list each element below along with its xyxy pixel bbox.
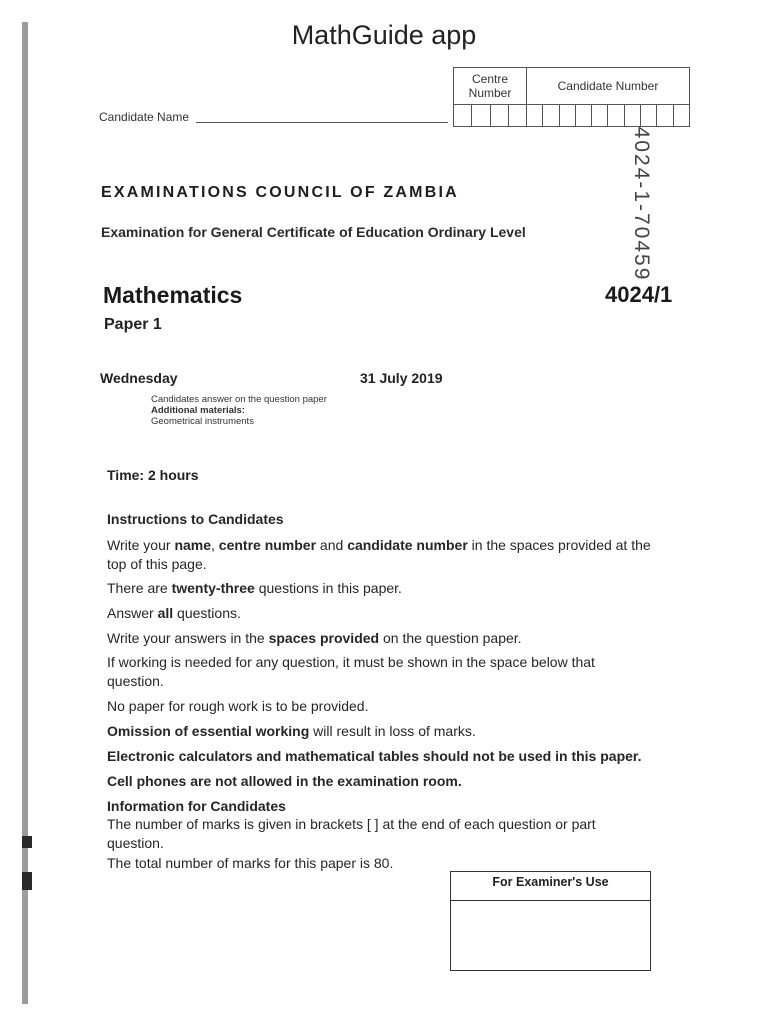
instruction-item: Omission of essential working will result in loss of marks. <box>107 723 476 739</box>
scan-mark <box>22 872 32 890</box>
information-item: The total number of marks for this paper is 80. <box>107 855 394 871</box>
centre-number-box[interactable] <box>472 105 490 127</box>
instruction-item: Cell phones are not allowed in the examination room. <box>107 773 462 789</box>
council-name: EXAMINATIONS COUNCIL OF ZAMBIA <box>101 184 459 201</box>
candidate-name-label: Candidate Name <box>99 110 190 124</box>
instruction-item: Write your answers in the spaces provided on the question paper. <box>107 630 522 646</box>
note-line-bold: Additional materials: <box>151 405 245 416</box>
candidate-number-label: Candidate Number <box>527 68 690 105</box>
instruction-item: Electronic calculators and mathematical tables should not be used in this paper. <box>107 748 642 764</box>
centre-number-box[interactable] <box>454 105 472 127</box>
scan-mark <box>22 836 32 848</box>
candidate-number-box[interactable] <box>575 105 591 127</box>
number-boxes <box>453 67 690 127</box>
examiner-use-box <box>450 871 651 971</box>
candidate-number-box[interactable] <box>527 105 543 127</box>
candidate-number-box[interactable] <box>559 105 575 127</box>
centre-number-label: Centre Number <box>454 68 527 105</box>
instruction-item: There are twenty-three questions in this paper. <box>107 580 402 596</box>
candidate-number-box[interactable] <box>624 105 640 127</box>
paper-number: Paper 1 <box>104 316 162 333</box>
exam-description: Examination for General Certificate of Education Ordinary Level <box>101 224 526 240</box>
exam-time: Time: 2 hours <box>107 467 199 483</box>
centre-number-box[interactable] <box>490 105 508 127</box>
candidate-number-box[interactable] <box>673 105 689 127</box>
centre-number-box[interactable] <box>508 105 526 127</box>
information-item: The number of marks is given in brackets [ ] at the end of each question or part question. <box>107 816 596 851</box>
candidate-number-box[interactable] <box>592 105 608 127</box>
scan-edge <box>22 22 28 1004</box>
materials-note <box>151 394 327 427</box>
instructions-heading: Instructions to Candidates <box>107 511 284 527</box>
examiner-use-heading: For Examiner's Use <box>451 872 650 901</box>
instruction-item: No paper for rough work is to be provided. <box>107 698 369 714</box>
candidate-number-box[interactable] <box>657 105 673 127</box>
app-title: MathGuide app <box>291 20 477 50</box>
subject-title: Mathematics <box>103 282 243 308</box>
candidate-number-box[interactable] <box>543 105 559 127</box>
instruction-item: Answer all questions. <box>107 605 241 621</box>
vertical-paper-code: 4024-1-70459 <box>630 126 653 282</box>
paper-code: 4024/1 <box>605 282 673 307</box>
exam-day: Wednesday <box>100 370 178 386</box>
candidate-name-field[interactable] <box>196 122 448 123</box>
exam-date: 31 July 2019 <box>360 370 443 386</box>
candidate-number-box[interactable] <box>641 105 657 127</box>
information-heading: Information for Candidates <box>107 798 286 814</box>
note-line: Candidates answer on the question paper <box>151 394 327 405</box>
candidate-number-box[interactable] <box>608 105 624 127</box>
instruction-item: If working is needed for any question, it must be shown in the space below that question. <box>107 654 595 689</box>
instruction-item: Write your name, centre number and candidate number in the spaces provided at the top of this page. <box>107 537 651 572</box>
note-line: Geometrical instruments <box>151 416 254 427</box>
